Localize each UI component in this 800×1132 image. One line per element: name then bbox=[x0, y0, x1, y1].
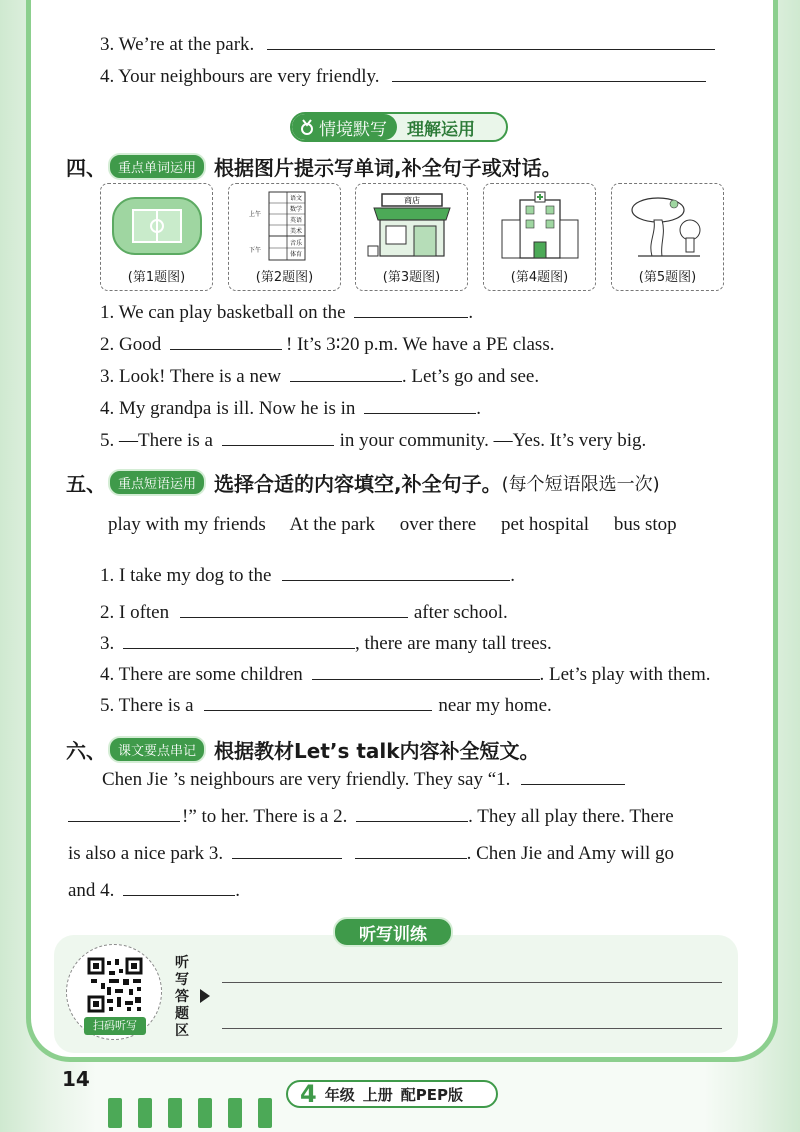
hospital-icon bbox=[490, 190, 590, 262]
decorative-bar bbox=[198, 1098, 212, 1128]
section-pill-left-text: 情境默写 bbox=[319, 119, 387, 140]
q6-line-4 bbox=[68, 878, 240, 902]
phrase-option: over there bbox=[399, 514, 477, 535]
phrase-option: play with my friends bbox=[108, 514, 266, 535]
q5-sentence-3 bbox=[100, 631, 552, 655]
footer-grade-band bbox=[286, 1080, 498, 1108]
answer-blank[interactable] bbox=[222, 428, 334, 446]
q4-sentence-text: 4. My grandpa is ill. Now he is in bbox=[100, 398, 356, 419]
phrase-option: At the park bbox=[289, 514, 375, 535]
decorative-bar bbox=[108, 1098, 122, 1128]
q5-sentence-text: near my home. bbox=[438, 695, 552, 716]
answer-blank[interactable] bbox=[392, 64, 706, 82]
timetable-icon bbox=[235, 190, 335, 262]
answer-blank[interactable] bbox=[282, 563, 510, 581]
q5-number: 五、 bbox=[66, 472, 106, 496]
triangle-arrow-icon bbox=[199, 988, 211, 1004]
phrase-option: pet hospital bbox=[500, 514, 590, 535]
q4-picture-4 bbox=[483, 183, 596, 291]
q6-title: 根据教材Let’s talk内容补全短文。 bbox=[214, 739, 540, 763]
decorative-bar bbox=[258, 1098, 272, 1128]
q6-text: and 4. bbox=[68, 880, 115, 901]
answer-blank[interactable] bbox=[364, 396, 476, 414]
top-item-3 bbox=[100, 32, 715, 56]
q5-sentence-text: . Let’s play with them. bbox=[539, 664, 711, 685]
q5-sentence-text: 2. I often bbox=[100, 602, 170, 623]
dictation-write-line[interactable] bbox=[222, 1028, 722, 1029]
answer-blank[interactable] bbox=[180, 600, 408, 618]
q5-note: (每个短语限选一次) bbox=[501, 473, 660, 495]
q4-heading bbox=[66, 152, 562, 181]
q4-picture-5 bbox=[611, 183, 724, 291]
phrase-option: bus stop bbox=[613, 514, 677, 535]
q5-sentence-1 bbox=[100, 563, 515, 587]
q4-sentence-text: . bbox=[468, 302, 474, 323]
q5-sentence-text: 5. There is a bbox=[100, 695, 194, 716]
garden-icon bbox=[618, 190, 718, 262]
q4-number: 四、 bbox=[66, 156, 106, 180]
q4-sentence-text: ! It’s 3∶20 p.m. We have a PE class. bbox=[285, 334, 555, 355]
dictation-title: 听写训练 bbox=[333, 917, 453, 947]
grade-number: 4 bbox=[300, 1080, 317, 1108]
q4-sentence-text: 3. Look! There is a new bbox=[100, 366, 282, 387]
timetable-am: 上午 bbox=[249, 211, 262, 218]
section-pill-right-text: 理解运用 bbox=[407, 119, 475, 140]
timetable-cell: 语文 bbox=[290, 195, 303, 202]
q6-line-3 bbox=[68, 841, 674, 865]
timetable-cell: 数学 bbox=[290, 206, 303, 213]
q5-sentence-text: 3. bbox=[100, 633, 115, 654]
q4-picture-1-caption: (第1题图) bbox=[127, 270, 186, 285]
q6-text: . They all play there. There bbox=[468, 806, 674, 827]
shop-sign-text: 商店 bbox=[404, 196, 420, 205]
edition-text: 配PEP版 bbox=[400, 1085, 463, 1104]
q4-picture-3-caption: (第3题图) bbox=[382, 270, 441, 285]
q5-sentence-text: 1. I take my dog to the bbox=[100, 565, 272, 586]
q5-sentence-5 bbox=[100, 693, 552, 717]
q5-badge: 重点短语运用 bbox=[108, 469, 206, 496]
decorative-bar bbox=[138, 1098, 152, 1128]
timetable-pm: 下午 bbox=[249, 247, 262, 254]
answer-blank[interactable] bbox=[355, 841, 467, 859]
q5-sentence-2 bbox=[100, 600, 508, 624]
q4-picture-1 bbox=[100, 183, 213, 291]
q4-picture-5-caption: (第5题图) bbox=[638, 270, 697, 285]
q4-sentence-1 bbox=[100, 300, 473, 324]
q4-sentence-2 bbox=[100, 332, 554, 356]
answer-blank[interactable] bbox=[123, 878, 235, 896]
q6-number: 六、 bbox=[66, 739, 106, 763]
q4-sentence-5 bbox=[100, 428, 646, 452]
timetable-cell: 英语 bbox=[290, 217, 303, 224]
q4-picture-3 bbox=[355, 183, 468, 291]
section-pill-left bbox=[292, 114, 397, 140]
q4-sentence-text: 2. Good bbox=[100, 334, 162, 355]
q6-badge: 课文要点串记 bbox=[108, 736, 206, 763]
playground-icon bbox=[107, 190, 207, 262]
answer-blank[interactable] bbox=[170, 332, 282, 350]
decorative-bar bbox=[168, 1098, 182, 1128]
q6-heading bbox=[66, 735, 540, 764]
q5-sentence-text: , there are many tall trees. bbox=[355, 633, 552, 654]
q6-text: . bbox=[235, 880, 240, 901]
q5-sentence-text: after school. bbox=[413, 602, 508, 623]
q4-sentence-text: . Let’s go and see. bbox=[401, 366, 540, 387]
q6-text: is also a nice park 3. bbox=[68, 843, 224, 864]
q5-heading bbox=[66, 468, 660, 497]
q5-sentence-4 bbox=[100, 662, 711, 686]
answer-blank[interactable] bbox=[68, 804, 180, 822]
timetable-cell: 体育 bbox=[290, 251, 303, 258]
page-number: 14 bbox=[62, 1067, 90, 1091]
q4-sentence-text: . bbox=[476, 398, 481, 419]
q4-sentence-3 bbox=[100, 364, 539, 388]
q6-text: Chen Jie ’s neighbours are very friendly. They say “1. bbox=[102, 769, 511, 790]
qr-label: 扫码听写 bbox=[84, 1017, 146, 1035]
grade-text: 年级 bbox=[324, 1085, 355, 1104]
q4-sentence-4 bbox=[100, 396, 481, 420]
q5-sentence-text: 4. There are some children bbox=[100, 664, 303, 685]
dictation-write-line[interactable] bbox=[222, 982, 722, 983]
top-item-4 bbox=[100, 64, 706, 88]
q4-title: 根据图片提示写单词,补全句子或对话。 bbox=[214, 156, 562, 180]
answer-area-label: 听写答题区 bbox=[175, 955, 189, 1039]
q4-sentence-text: in your community. —Yes. It’s very big. bbox=[339, 430, 647, 451]
q5-title: 选择合适的内容填空,补全句子。 bbox=[214, 472, 502, 496]
timetable-cell: 音乐 bbox=[290, 240, 303, 247]
q6-text: !” to her. There is a 2. bbox=[182, 806, 348, 827]
qr-code-icon[interactable] bbox=[87, 957, 143, 1013]
q4-picture-2 bbox=[228, 183, 341, 291]
volume-text: 上册 bbox=[362, 1085, 393, 1104]
q4-picture-4-caption: (第4题图) bbox=[510, 270, 569, 285]
q4-sentence-text: 5. —There is a bbox=[100, 430, 213, 451]
answer-blank[interactable] bbox=[312, 662, 540, 680]
q4-sentence-text: 1. We can play basketball on the bbox=[100, 302, 346, 323]
decorative-bar bbox=[228, 1098, 242, 1128]
q4-picture-2-caption: (第2题图) bbox=[255, 270, 314, 285]
q6-text: . Chen Jie and Amy will go bbox=[466, 843, 675, 864]
medal-icon bbox=[300, 119, 314, 135]
answer-blank[interactable] bbox=[267, 32, 715, 50]
answer-blank[interactable] bbox=[290, 364, 402, 382]
answer-blank[interactable] bbox=[204, 693, 432, 711]
shop-icon bbox=[362, 190, 462, 262]
q6-line-1 bbox=[102, 767, 625, 791]
timetable-cell: 美术 bbox=[290, 228, 303, 235]
q4-badge: 重点单词运用 bbox=[108, 153, 206, 180]
decorative-bars bbox=[108, 1098, 272, 1128]
answer-blank[interactable] bbox=[354, 300, 468, 318]
top-item-3-text: 3. We’re at the park. bbox=[100, 34, 255, 55]
top-item-4-text: 4. Your neighbours are very friendly. bbox=[100, 66, 380, 87]
answer-blank[interactable] bbox=[521, 767, 625, 785]
phrase-bank bbox=[108, 514, 697, 536]
answer-blank[interactable] bbox=[232, 841, 342, 859]
section-pill bbox=[290, 112, 508, 142]
q5-sentence-text: . bbox=[510, 565, 515, 586]
answer-blank[interactable] bbox=[123, 631, 355, 649]
q6-line-2 bbox=[68, 804, 674, 828]
answer-blank[interactable] bbox=[356, 804, 468, 822]
